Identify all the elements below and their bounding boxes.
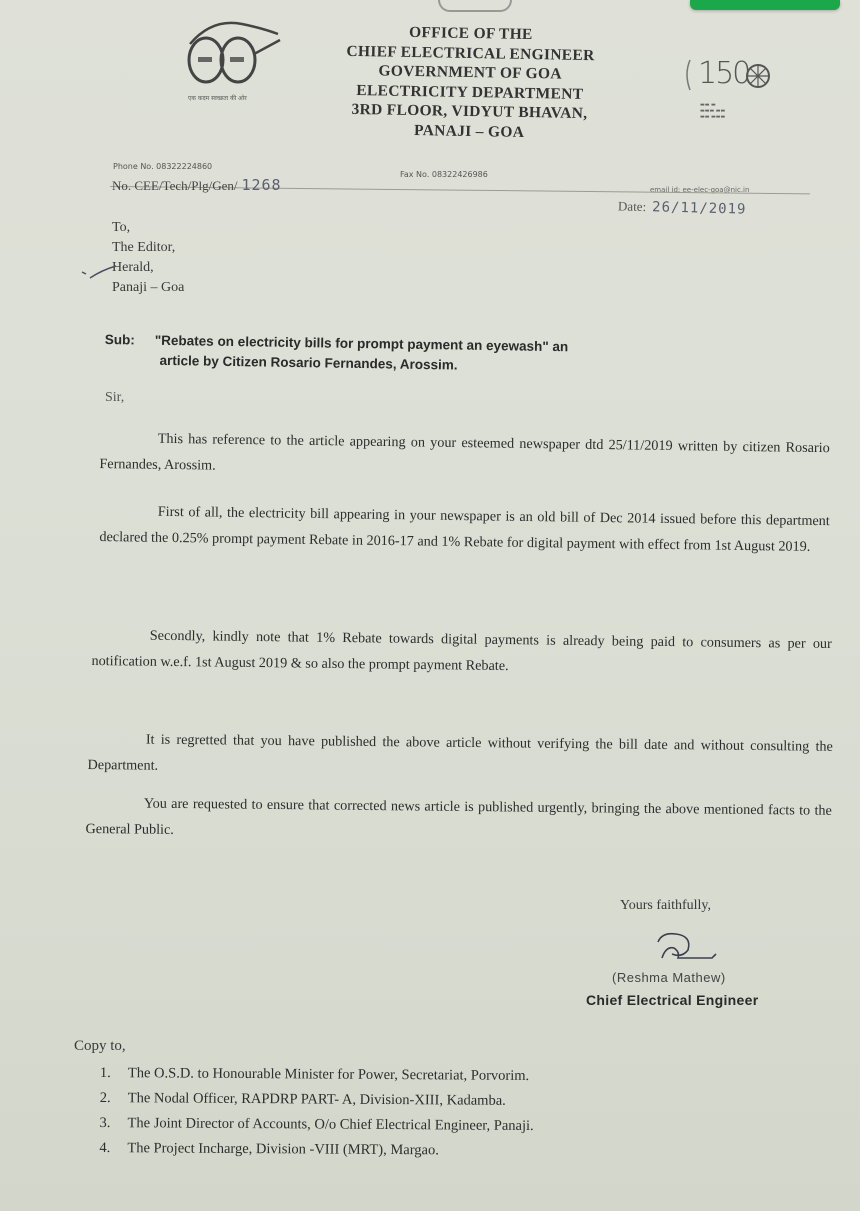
address-line: The Editor,: [112, 240, 176, 255]
date-label: Date:: [617, 198, 647, 215]
signer-name: (Reshma Mathew): [612, 970, 726, 985]
email-address: email id: ee-elec-goa@nic.in: [650, 186, 750, 194]
copy-to-list: [99, 1061, 534, 1164]
subject-label: Sub:: [104, 331, 135, 348]
address-line: Panaji – Goa: [112, 280, 185, 295]
letter-date: [618, 198, 747, 217]
salutation: Sir,: [105, 390, 125, 405]
recipient-address: [112, 218, 184, 298]
letterhead-line: ELECTRICITY DEPARTMENT: [356, 81, 584, 103]
phone-number: Phone No. 08322224860: [113, 162, 213, 171]
date-handwritten-value: 26/11/2019: [651, 199, 747, 218]
pen-tick-mark-icon: [80, 262, 120, 282]
body-paragraph-2: First of all, the electricity bill appearing in your newspaper is an old bill of Dec 2014 issued before this department declared the 0.25% prompt payment Rebate in 2016-17 and 1% Rebate for digital payment with effect from 1st August 2019.: [99, 503, 830, 555]
copy-to-heading: Copy to,: [74, 1038, 126, 1054]
body-paragraph-1: This has reference to the article appearing on your esteemed newspaper dtd 25/11/2019 written by citizen Rosario Fernandes, Arossim.: [99, 430, 830, 474]
reference-prefix: No. CEE/Tech/Plg/Gen/: [112, 178, 238, 193]
subject-line-2: article by Citizen Rosario Fernandes, Arossim.: [159, 352, 458, 373]
body-paragraph-5: You are requested to ensure that corrected news article is published urgently, bringing the above mentioned facts to the General Public.: [85, 795, 832, 838]
copy-to-item: 3. The Joint Director of Accounts, O/o Chief Electrical Engineer, Panaji.: [99, 1114, 534, 1135]
body-paragraph-3: Secondly, kindly note that 1% Rebate towards digital payments is already being paid to consumers as per our notification w.e.f. 1st August 2019 & so also the prompt payment Rebate.: [91, 627, 832, 675]
logo-tiny-text: ▬▬ ▬ ▬▬▬ ▬▬ ▬▬ ▬▬▬: [700, 102, 726, 120]
reference-handwritten-number: 1268: [241, 176, 282, 194]
letterhead-line: GOVERNMENT OF GOA: [378, 62, 562, 83]
logo-number: 150: [698, 56, 750, 91]
address-line: Herald,: [112, 260, 154, 275]
signer-title: Chief Electrical Engineer: [586, 992, 759, 1008]
address-line: To,: [112, 220, 131, 235]
copy-to-item: 4. The Project Incharge, Division -VIII (MRT), Margao.: [99, 1139, 439, 1159]
letterhead: [299, 21, 641, 144]
copy-to-item: 1. The O.S.D. to Honourable Minister for Power, Secretariat, Porvorim.: [99, 1064, 530, 1084]
letterhead-line: OFFICE OF THE: [408, 23, 533, 44]
partial-stamp: [438, 0, 512, 12]
fax-number: Fax No. 08322426986: [400, 170, 488, 179]
subject-block: [104, 330, 825, 381]
reference-number: [112, 176, 282, 194]
copy-to-item: 2. The Nodal Officer, RAPDRP PART- A, Division-XIII, Kadamba.: [99, 1089, 506, 1109]
signature-icon: [652, 928, 732, 968]
valediction: Yours faithfully,: [620, 898, 712, 913]
letterhead-line: PANAJI – GOA: [413, 121, 525, 141]
swachh-bharat-logo-icon: [182, 14, 282, 104]
body-paragraph-4: It is regretted that you have published the above article without verifying the bill date and without consulting the Department.: [87, 731, 833, 774]
logo-caption: एक कदम स्वच्छता की ओर: [188, 95, 247, 102]
green-sticky-tab: [690, 0, 840, 10]
letterhead-line: 3RD FLOOR, VIDYUT BHAVAN,: [351, 100, 588, 123]
subject-line-1: "Rebates on electricity bills for prompt payment an eyewash" an: [154, 332, 569, 355]
letterhead-line: CHIEF ELECTRICAL ENGINEER: [346, 42, 595, 64]
gandhi-150-logo-icon: [680, 50, 780, 130]
